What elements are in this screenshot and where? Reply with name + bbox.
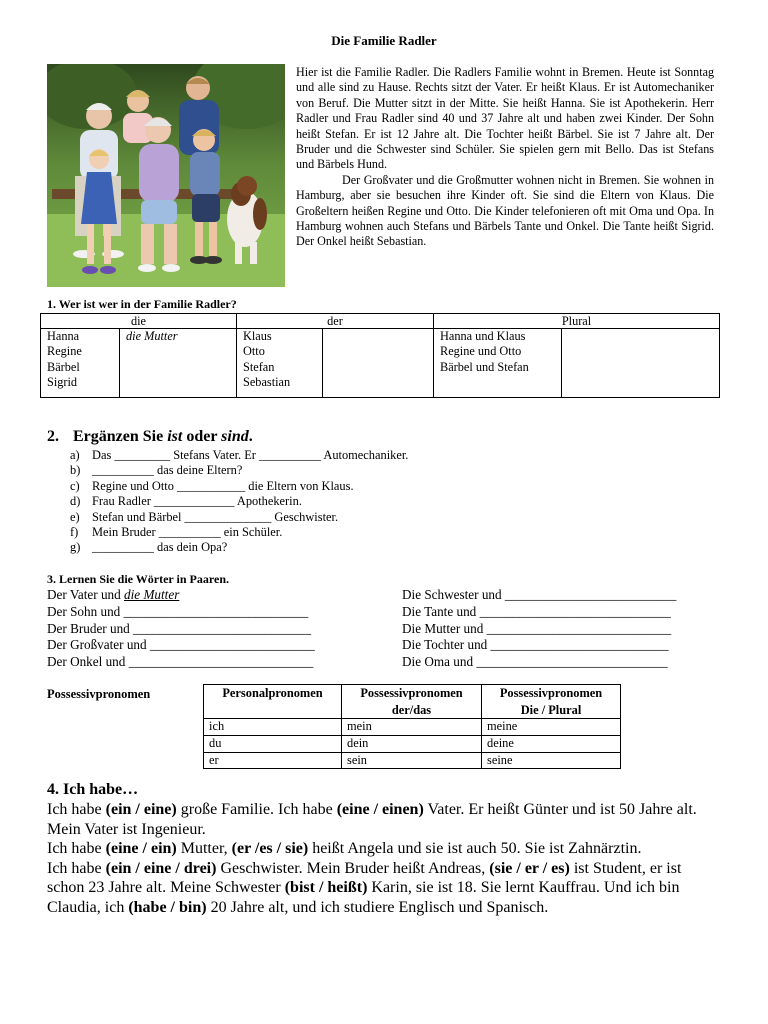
possessiv-table: [203, 684, 621, 769]
pair-item[interactable]: Der Onkel und ____________________________: [47, 654, 314, 670]
possessiv-label: Possessivpronomen: [47, 687, 151, 701]
table-cell: ich: [204, 719, 342, 736]
header-die: die: [41, 314, 237, 329]
title-part: .: [248, 428, 253, 445]
name-item: Otto: [243, 344, 265, 359]
title-part: Ergänzen Sie: [73, 428, 168, 445]
table-row: [204, 752, 621, 769]
der-answer-cell[interactable]: [323, 329, 434, 398]
item-text[interactable]: Mein Bruder __________ ein Schüler.: [92, 525, 283, 540]
choice-option[interactable]: (bist / heißt): [284, 879, 368, 896]
item-text[interactable]: __________ das deine Eltern?: [92, 463, 243, 478]
name-item: Bärbel: [47, 359, 80, 374]
table-cell: dein: [342, 735, 482, 752]
table-cell: deine: [482, 735, 621, 752]
item-text[interactable]: Das _________ Stefans Vater. Er __________ Automechaniker.: [92, 448, 409, 462]
text-segment: Ich habe: [47, 859, 106, 877]
example-answer: die Mutter: [124, 587, 180, 602]
item-text[interactable]: Regine und Otto ___________ die Eltern von Klaus.: [92, 478, 354, 493]
paragraph: [47, 800, 717, 839]
text-segment: Geschwister. Mein Bruder heißt Andreas,: [216, 859, 490, 877]
choice-option[interactable]: (habe / bin): [128, 898, 207, 916]
der-names-cell: [237, 329, 323, 398]
exercise-item: [70, 494, 408, 509]
pair-item[interactable]: Die Schwester und __________________________: [402, 587, 677, 602]
header-plural: Plural: [434, 314, 720, 329]
text-segment: Mutter,: [176, 840, 232, 857]
text-segment: ist Student, er ist schon 23 Jahre alt. Meine Schwester: [47, 859, 682, 896]
text-segment: Ich habe: [47, 840, 106, 857]
name-item: Bärbel und Stefan: [440, 359, 529, 374]
choice-option[interactable]: (sie / er / es): [489, 859, 570, 877]
pair-item: [47, 587, 315, 604]
table-cell: er: [204, 752, 342, 769]
paragraph: [47, 859, 717, 918]
item-text[interactable]: Stefan und Bärbel ______________ Geschwister.: [92, 509, 339, 524]
header-possessiv-plural: [482, 685, 621, 719]
header-der: der: [237, 314, 434, 329]
item-label: g): [70, 540, 81, 555]
pairs-left-column: [47, 587, 315, 671]
name-item: Klaus: [243, 329, 272, 343]
family-photo: [47, 64, 285, 287]
title-part: oder: [182, 428, 222, 445]
section-1-title: 1. Wer ist wer in der Familie Radler?: [47, 297, 237, 311]
name-item: Regine: [47, 344, 82, 359]
item-label: c): [70, 478, 80, 493]
plural-names-cell: [434, 329, 562, 398]
exercise-item: [70, 463, 408, 478]
exercise-item: [70, 525, 408, 540]
die-names-cell: [41, 329, 120, 398]
text-segment: 20 Jahre alt, und ich studiere Englisch und Spanisch.: [206, 898, 549, 916]
header-line: Die / Plural: [520, 702, 582, 717]
exercise-2-list: [70, 448, 408, 556]
page-title: Die Familie Radler: [331, 33, 437, 48]
exercise-item: [70, 540, 408, 555]
item-label: d): [70, 494, 81, 509]
exercise-item: [70, 479, 408, 494]
section-3-title: 3. Lernen Sie die Wörter in Paaren.: [47, 572, 229, 586]
pair-text: Der Vater und: [47, 587, 125, 602]
name-item: Sebastian: [243, 374, 291, 389]
name-item: Hanna: [47, 329, 80, 343]
pair-item[interactable]: Die Tochter und ___________________________: [402, 637, 669, 653]
choice-option[interactable]: (er /es / sie): [231, 840, 309, 857]
section-4-text: [47, 800, 717, 917]
intro-paragraph-1: Hier ist die Familie Radler. Die Radlers Familie wohnt in Bremen. Heute ist Sonntag und alle sind zu Hause. Rechts sitzt der Vater. Er heißt Klaus. Er ist Automechaniker von Beruf. Die Mutter sitzt in der Mitte. Sie heißt Hanna. Sie ist Apothekerin. Herr Radler und Frau Radler sind 40 und 37 Jahre alt und haben zwei Kinder. Der Sohn heißt Stefan. Er ist 12 Jahre alt. Die Tochter heißt Bärbel. Sie ist 7 Jahre alt. Der Bruder und die Schwester sind Schüler. Sie spielen gern mit Bello. Das ist Stefans und Bärbels Hund.: [296, 65, 714, 172]
name-item: Regine und Otto: [440, 344, 522, 359]
text-segment: große Familie. Ich habe: [176, 801, 337, 818]
header-line: der/das: [391, 702, 432, 717]
text-segment: heißt Angela und sie ist auch 50. Sie ist Zahnärztin.: [308, 840, 642, 857]
name-item: Sigrid: [47, 374, 78, 389]
item-text[interactable]: Frau Radler _____________ Apothekerin.: [92, 494, 302, 509]
section-2-title: [47, 428, 253, 446]
item-text[interactable]: __________ das dein Opa?: [92, 540, 228, 555]
exercise-item: [70, 448, 408, 463]
text-segment: Karin, sie ist 18. Sie lernt Kauffrau. Und ich bin Claudia, ich: [47, 879, 680, 916]
example-answer: die Mutter: [126, 329, 178, 343]
title-ist: ist: [167, 428, 183, 445]
choice-option[interactable]: (ein / eine / drei): [105, 859, 217, 877]
paragraph: [47, 839, 717, 859]
title-sind: sind: [221, 428, 249, 445]
header-line: Possessivpronomen: [499, 686, 603, 700]
text-segment: Ich habe: [47, 801, 106, 818]
header-personalpronomen: [204, 685, 342, 719]
name-item: Stefan: [243, 359, 275, 374]
pair-item[interactable]: Der Sohn und ____________________________: [47, 603, 309, 619]
table-row: [204, 719, 621, 736]
table-cell: du: [204, 735, 342, 752]
section-number: 2.: [47, 428, 59, 445]
exercise-item: [70, 510, 408, 525]
pair-item[interactable]: Der Großvater und _________________________: [47, 637, 315, 653]
pair-item[interactable]: Der Bruder und ___________________________: [47, 620, 312, 636]
choice-option[interactable]: (eine / einen): [336, 801, 424, 818]
pairs-right-column: [402, 587, 676, 671]
choice-option[interactable]: (ein / eine): [105, 801, 177, 818]
item-label: f): [70, 525, 79, 540]
pair-item[interactable]: Die Oma und _____________________________: [402, 654, 668, 670]
header-line: Personalpronomen: [222, 686, 323, 700]
die-answer-cell[interactable]: [120, 329, 237, 398]
pair-item[interactable]: Die Mutter und ____________________________: [402, 620, 672, 636]
intro-paragraph-2: Der Großvater und die Großmutter wohnen nicht in Bremen. Sie wohnen in Hamburg, aber sie besuchen ihre Kinder oft. Sie sind die Eltern von Klaus. Die Großeltern heißen Regine und Otto. Die Kinder telefonieren oft mit Oma und Opa. In Hamburg wohnen auch Stefans und Bärbels Tante und Onkel. Die Tante heißt Sigrid. Der Onkel heißt Sebastian.: [296, 172, 714, 249]
table-row: [204, 735, 621, 752]
table-cell: sein: [342, 752, 482, 769]
intro-text: [296, 65, 714, 250]
section-4-title: 4. Ich habe…: [47, 781, 139, 798]
item-label: b): [70, 463, 81, 478]
table-cell: meine: [482, 719, 621, 736]
item-label: e): [70, 509, 80, 524]
choice-option[interactable]: (eine / ein): [105, 840, 177, 857]
text-segment: Vater. Er heißt Günter und ist 50 Jahre alt. Mein Vater ist Ingenieur.: [47, 801, 697, 838]
table-cell: mein: [342, 719, 482, 736]
name-item: Hanna und Klaus: [440, 329, 526, 343]
plural-answer-cell[interactable]: [562, 329, 720, 398]
table-cell: seine: [482, 752, 621, 769]
pair-item[interactable]: Die Tante und _____________________________: [402, 603, 671, 619]
family-roles-table: [40, 313, 720, 398]
header-line: Possessivpronomen: [360, 686, 463, 700]
header-possessiv-derdas: [342, 685, 482, 719]
item-label: a): [70, 448, 80, 462]
